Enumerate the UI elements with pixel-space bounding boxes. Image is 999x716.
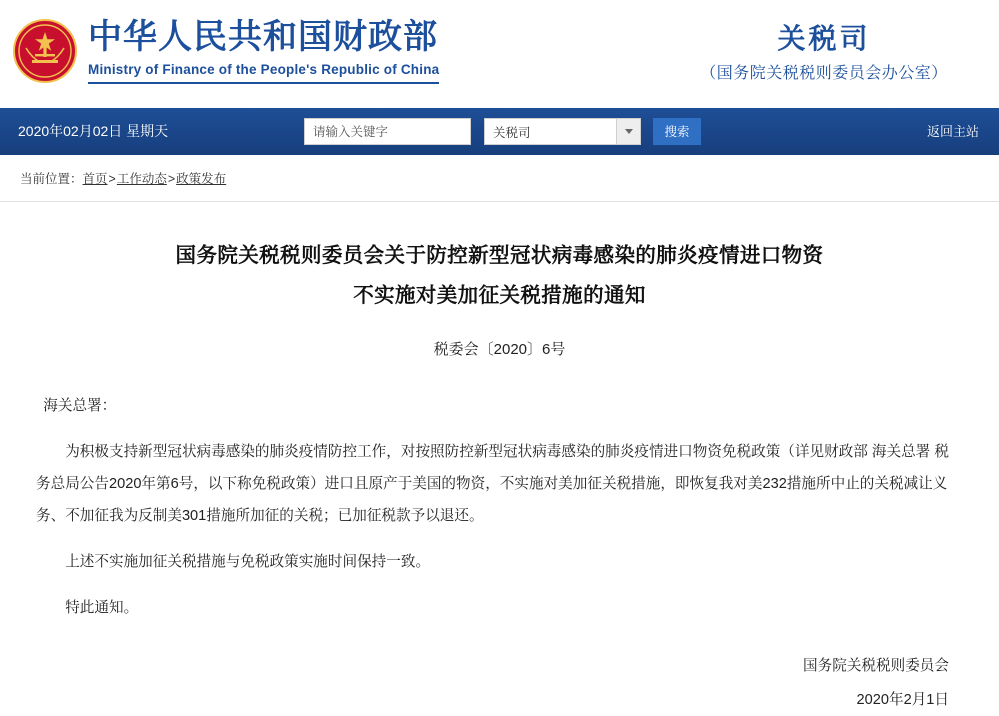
nav-search-bar — [0, 108, 999, 155]
site-title-cn: 中华人民共和国财政部 — [88, 19, 438, 56]
chevron-down-icon[interactable] — [616, 119, 640, 144]
site-title-en: Ministry of Finance of the People's Republic of China — [88, 60, 439, 84]
site-title-block — [88, 16, 439, 84]
current-date-label: 2020年02月02日 星期天 — [18, 123, 169, 139]
document-body — [36, 390, 963, 624]
page-title — [36, 236, 963, 316]
department-subtitle: （国务院关税税则委员会办公室） — [700, 65, 948, 82]
back-to-main-site-link[interactable]: 返回主站 — [926, 124, 979, 139]
national-emblem-icon — [12, 18, 78, 84]
breadcrumb-separator: > — [108, 172, 116, 186]
page-title-line-1: 国务院关税税则委员会关于防控新型冠状病毒感染的肺炎疫情进口物资 — [175, 245, 824, 267]
search-scope-value: 关税司 — [493, 125, 531, 140]
site-header — [0, 0, 999, 108]
article-content — [0, 202, 999, 716]
salutation: 海关总署： — [43, 398, 117, 414]
breadcrumb — [20, 169, 226, 187]
signature-block — [36, 650, 963, 716]
breadcrumb-label: 当前位置： — [20, 172, 83, 186]
breadcrumb-item-home[interactable]: 首页 — [82, 172, 108, 186]
paragraph-2: 上述不实施加征关税措施与免税政策实施时间保持一致。 — [65, 554, 431, 570]
paragraph-3: 特此通知。 — [65, 600, 139, 616]
paragraph-1: 为积极支持新型冠状病毒感染的肺炎疫情防控工作，对按照防控新型冠状病毒感染的肺炎疫情进口物资免税政策（详见财政部 海关总署 税务总局公告2020年第6号，以下称免税政策）进口且原产于美国的物资，不实施对美加征关税措施，即恢复我对美232措施所中止的关税减让义务、不加征我为反制美301措施所加征的关税；已加征税款予以退还。 — [36, 444, 949, 524]
search-button[interactable]: 搜索 — [653, 118, 701, 145]
department-name: 关税司 — [777, 24, 871, 55]
department-block — [659, 20, 989, 88]
search-input[interactable] — [304, 118, 471, 145]
page-title-line-2: 不实施对美加征关税措施的通知 — [353, 285, 646, 307]
breadcrumb-separator: > — [167, 172, 176, 186]
document-number: 税委会〔2020〕6号 — [433, 341, 566, 358]
signature-date: 2020年2月1日 — [856, 692, 949, 708]
breadcrumb-bar — [0, 155, 999, 202]
signer-name: 国务院关税税则委员会 — [803, 658, 949, 674]
breadcrumb-item-policy-release[interactable]: 政策发布 — [176, 172, 227, 186]
search-scope-select[interactable] — [484, 118, 641, 145]
breadcrumb-item-work-updates[interactable]: 工作动态 — [116, 172, 167, 186]
